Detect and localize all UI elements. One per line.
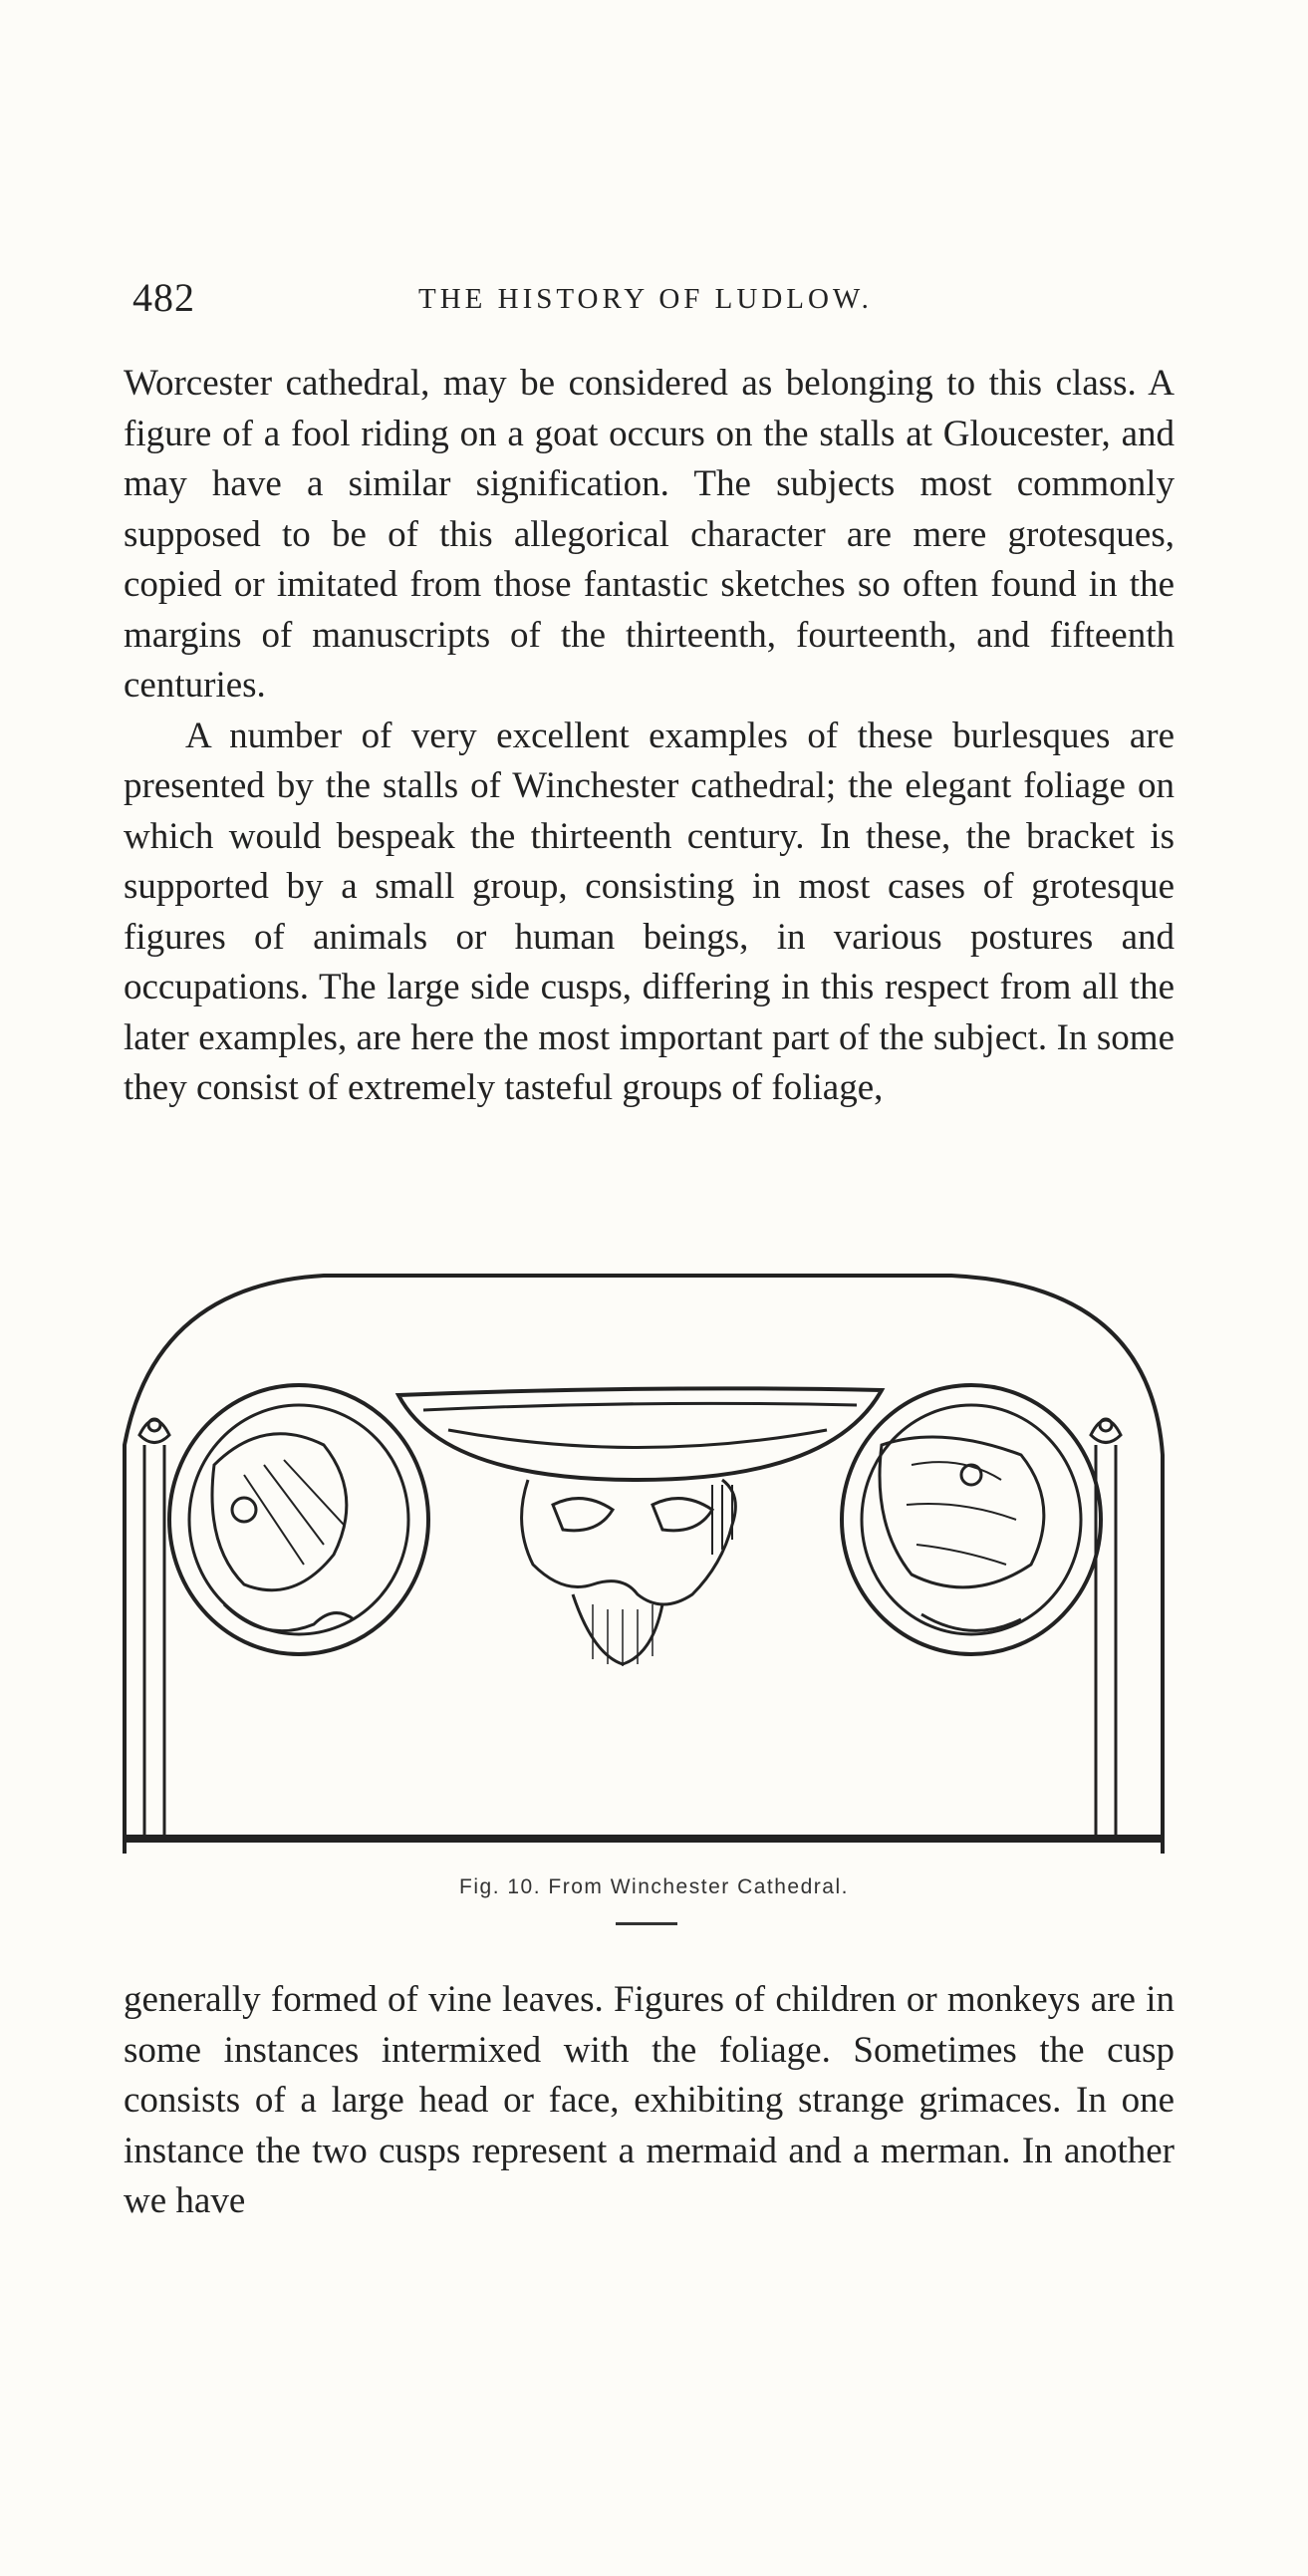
figure-caption: Fig. 10. From Winchester Cathedral. bbox=[459, 1875, 849, 1898]
paragraph: generally formed of vine leaves. Figures of children or monkeys are in some instances intermixed with the foliage. Sometimes the cusp consists of a large head or face, exhibiting strange grimaces. In one instance the two cusps represent a mermaid and a merman. In another we have bbox=[124, 1979, 1175, 2221]
caption-divider bbox=[616, 1922, 677, 1925]
page-number: 482 bbox=[132, 275, 195, 320]
paragraph: Worcester cathedral, may be considered as belonging to this class. A figure of a fool riding on a goat occurs on the stalls at Gloucester, and may have a similar signification. The subjects most commonly supposed to be of this allegorical character are mere grotesques, copied or imitated from those fantastic sketches so often found in the margins of manuscripts of the thirteenth, fourteenth, and fifteenth centuries. bbox=[124, 363, 1175, 706]
body-text-lower bbox=[124, 1975, 1175, 2227]
paragraph: A number of very excellent examples of these burlesques are presented by the stalls of Winchester cathedral; the elegant foliage on which would bespeak the thirteenth century. In these, the bracket is supported by a small group, consisting in most cases of grotesque figures of animals or human beings, in various postures and occupations. The large side cusps, differing in this respect from all the later examples, are here the most important part of the subject. In some they consist of extremely tasteful groups of foliage, bbox=[124, 715, 1175, 1108]
misericord-illustration bbox=[95, 1266, 1180, 1863]
body-text-upper bbox=[124, 359, 1175, 1114]
running-title: THE HISTORY OF LUDLOW. bbox=[418, 283, 873, 315]
